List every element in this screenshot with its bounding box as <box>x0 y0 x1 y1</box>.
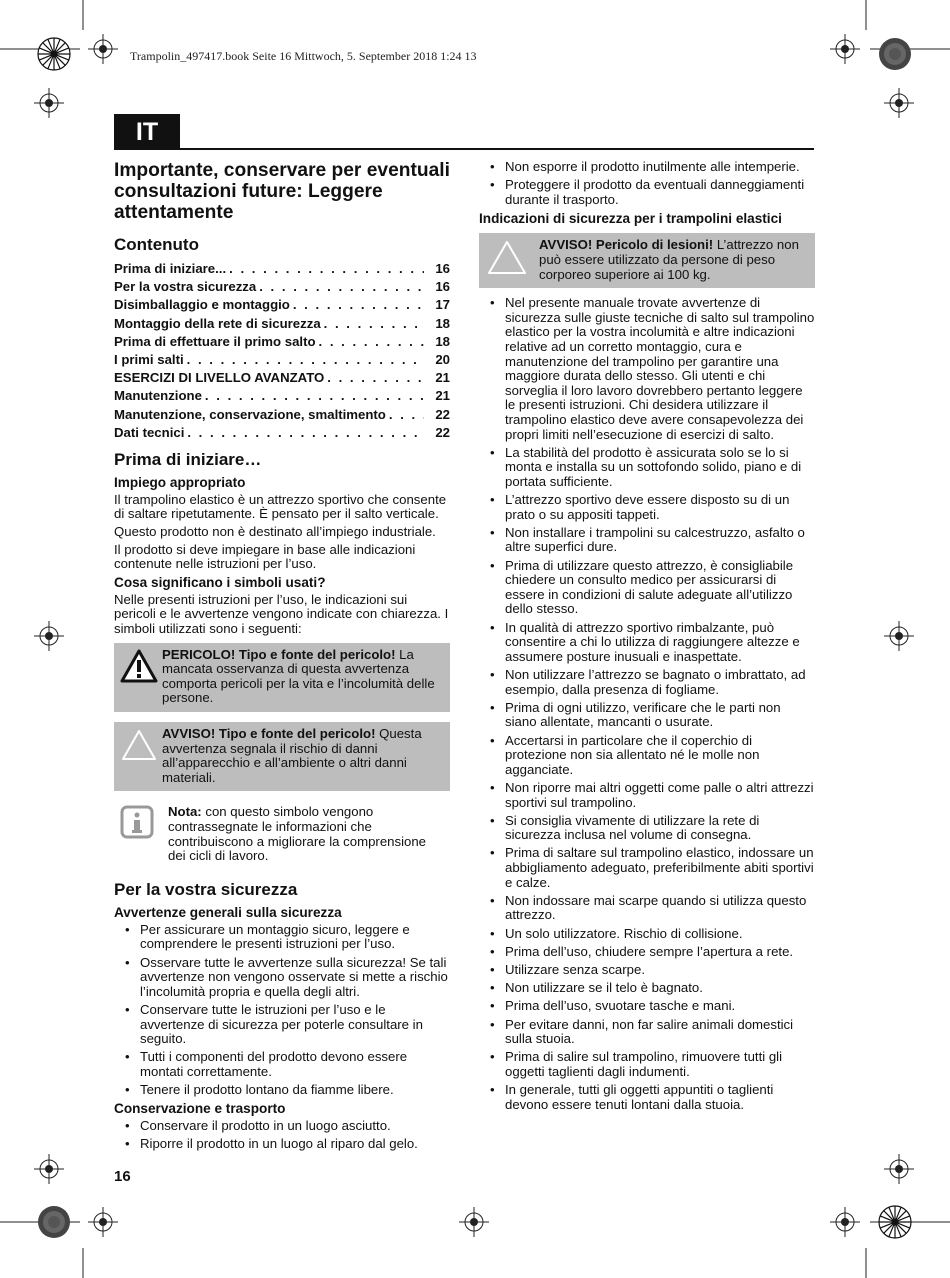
list-item: • Prima dell’uso, chiudere sempre l’apertura a rete. <box>479 945 815 960</box>
injury-warning-box <box>479 233 815 288</box>
header-rule <box>114 148 814 150</box>
list-item: • Prima dell’uso, svuotare tasche e mani. <box>479 999 815 1014</box>
list-item: • Prima di utilizzare questo attrezzo, è consigliabile chiedere un consulto medico per assicurarsi di essere in condizioni di salute adeguate all’utilizzo dello stesso. <box>479 559 815 617</box>
toc-entry[interactable]: I primi salti . . . 20 <box>114 351 450 369</box>
list-item: • Si consiglia vivamente di utilizzare la rete di sicurezza inclusa nel volume di consegna. <box>479 814 815 843</box>
paragraph: Nelle presenti istruzioni per l’uso, le indicazioni sui pericoli e le avvertenze vengono indicate con chiarezza. I simboli utilizzati sono i seguenti: <box>114 591 449 637</box>
toc-entry[interactable]: Prima di iniziare... . . . 16 <box>114 260 450 278</box>
warning-label: AVVISO! Pericolo di lesioni! <box>539 237 714 253</box>
list-item: • Non installare i trampolini su calcestruzzo, asfalto o altre superfici dure. <box>479 526 815 555</box>
contents-heading: Contenuto <box>114 235 199 254</box>
warning-icon <box>120 727 162 785</box>
list-item: • In qualità di attrezzo sportivo rimbalzante, può consentire a chi lo utilizza di raggiungere altezze e assumere posture inusuali e inaspettate. <box>479 621 815 665</box>
note-text: con questo simbolo vengono contrassegnate le informazioni che contribuiscono a migliorare la comprensione dei cicli di lavoro. <box>168 804 427 864</box>
list-item: • Non esporre il prodotto inutilmente alle intemperie. <box>479 160 815 175</box>
toc-entry[interactable]: Disimballaggio e montaggio . . . 17 <box>114 296 450 314</box>
list-item: • Non utilizzare se il telo è bagnato. <box>479 981 815 996</box>
left-column <box>114 160 450 1156</box>
toc-entry[interactable]: Manutenzione, conservazione, smaltimento . . . 22 <box>114 406 450 424</box>
list-item: • Prima di saltare sul trampolino elastico, indossare un abbigliamento adeguato, preferibilmente abiti sportivi e calze. <box>479 846 815 890</box>
table-of-contents <box>114 260 450 442</box>
list-item: • L’attrezzo sportivo deve essere disposto su di un prato o su appositi tappeti. <box>479 493 815 522</box>
list-item: • Tenere il prodotto lontano da fiamme libere. <box>114 1083 450 1098</box>
list-item: • Non utilizzare l’attrezzo se bagnato o imbrattato, ad esempio, dalla presenza di fogliame. <box>479 668 815 697</box>
transport-list <box>479 160 815 207</box>
list-item: • Non indossare mai scarpe quando si utilizza questo attrezzo. <box>479 894 815 923</box>
list-item: • Riporre il prodotto in un luogo al riparo dal gelo. <box>114 1137 450 1152</box>
list-item: • La stabilità del prodotto è assicurata solo se lo si monta e installa su un sottofondo solido, piano e di portata sufficiente. <box>479 446 815 490</box>
warning-label: AVVISO! Tipo e fonte del pericolo! <box>162 726 376 741</box>
list-item: • Proteggere il prodotto da eventuali danneggiamenti durante il trasporto. <box>479 178 815 207</box>
storage-list <box>114 1119 450 1152</box>
danger-box <box>114 643 450 712</box>
list-item: • Per assicurare un montaggio sicuro, leggere e comprendere le presenti istruzioni per l’uso. <box>114 923 450 952</box>
right-column <box>479 160 815 1116</box>
trampoline-safety-list <box>479 296 815 1112</box>
danger-icon <box>120 648 162 706</box>
toc-entry[interactable]: Dati tecnici . . . 22 <box>114 424 450 442</box>
language-tab: IT <box>114 114 180 150</box>
symbols-heading: Cosa significano i simboli usati? <box>114 574 326 590</box>
list-item: • Prima di salire sul trampolino, rimuovere tutti gli oggetti taglienti dagli indumenti. <box>479 1050 815 1079</box>
list-item: • Per evitare danni, non far salire animali domestici sulla stuoia. <box>479 1018 815 1047</box>
list-item: • Non riporre mai altri oggetti come palle o altri attrezzi sportivi sul trampolino. <box>479 781 815 810</box>
note-box <box>114 801 450 867</box>
toc-entry[interactable]: Montaggio della rete di sicurezza . . . 18 <box>114 315 450 333</box>
warning-box <box>114 722 450 791</box>
toc-entry[interactable]: Prima di effettuare il primo salto . . . 18 <box>114 333 450 351</box>
list-item: • Conservare tutte le istruzioni per l’uso e le avvertenze di sicurezza per poterle consultare in seguito. <box>114 1003 450 1047</box>
toc-entry[interactable]: Manutenzione . . . 21 <box>114 387 450 405</box>
intended-use-heading: Impiego appropriato <box>114 474 246 490</box>
storage-heading: Conservazione e trasporto <box>114 1101 286 1117</box>
list-item: • Un solo utilizzatore. Rischio di collisione. <box>479 927 815 942</box>
warning-text: Questa avvertenza segnala il rischio di danni all’apparecchio e all’ambiente o altri danni materiali. <box>162 726 422 785</box>
paragraph: Il trampolino elastico è un attrezzo sportivo che consente di saltare ripetutamente. È pensato per il salto verticale. <box>114 491 447 522</box>
list-item: • Conservare il prodotto in un luogo asciutto. <box>114 1119 450 1134</box>
toc-entry[interactable]: ESERCIZI DI LIVELLO AVANZATO . . . 21 <box>114 369 450 387</box>
toc-entry[interactable]: Per la vostra sicurezza . . . 16 <box>114 278 450 296</box>
danger-text: La mancata osservanza di questa avvertenza comporta pericoli per la vita e l’incolumità delle persone. <box>162 646 435 706</box>
list-item: • Utilizzare senza scarpe. <box>479 963 815 978</box>
warning-icon <box>485 238 539 282</box>
general-safety-list <box>114 923 450 1098</box>
info-icon <box>120 805 168 863</box>
paragraph: Questo prodotto non è destinato all’impiego industriale. <box>114 524 436 540</box>
section-heading-safety: Per la vostra sicurezza <box>114 879 298 899</box>
danger-label: PERICOLO! Tipo e fonte del pericolo! <box>162 646 396 662</box>
list-item: • Accertarsi in particolare che il coperchio di protezione non sia allentato né le molle non agganciate. <box>479 734 815 778</box>
page-title: Importante, conservare per eventuali consultazioni future: Leggere attentamente <box>114 160 450 223</box>
list-item: • Nel presente manuale trovate avvertenze di sicurezza sulle giuste tecniche di salto sul trampolino elastico per la vostra incolumità e altre indicazioni relative ad un corretto montaggio, cura e manutenzione del trampolino per garantire una maggiore durata dello stesso. Gli utenti e chi sorveglia il loro lavoro dovrebbero pertanto leggere le presenti istruzioni. Chi desidera utilizzare il trampolino elastico deve avere consapevolezza dei propri limiti nell’esecuzione di esercizi di salto. <box>479 296 815 442</box>
warning-text: L’attrezzo non può essere utilizzato da persone di peso corporeo superiore ai 100 kg. <box>539 237 799 282</box>
list-item: • Osservare tutte le avvertenze sulla sicurezza! Se tali avvertenze non vengono osservate si mette a rischio l’incolumità propria e quella degli altri. <box>114 956 450 1000</box>
list-item: • Prima di ogni utilizzo, verificare che le parti non siano allentate, mancanti o usurate. <box>479 701 815 730</box>
book-header-line: Trampolin_497417.book Seite 16 Mittwoch, 5. September 2018 1:24 13 <box>130 49 477 63</box>
section-heading-before: Prima di iniziare… <box>114 449 262 469</box>
list-item: • Tutti i componenti del prodotto devono essere montati correttamente. <box>114 1050 450 1079</box>
note-label: Nota: <box>168 804 202 820</box>
list-item: • In generale, tutti gli oggetti appuntiti o taglienti devono essere tenuti lontani dalla stuoia. <box>479 1083 815 1112</box>
page-number: 16 <box>114 1168 131 1185</box>
general-safety-heading: Avvertenze generali sulla sicurezza <box>114 904 342 920</box>
trampoline-safety-heading: Indicazioni di sicurezza per i trampolini elastici <box>479 211 782 227</box>
paragraph: Il prodotto si deve impiegare in base alle indicazioni contenute nelle istruzioni per l’uso. <box>114 541 416 572</box>
